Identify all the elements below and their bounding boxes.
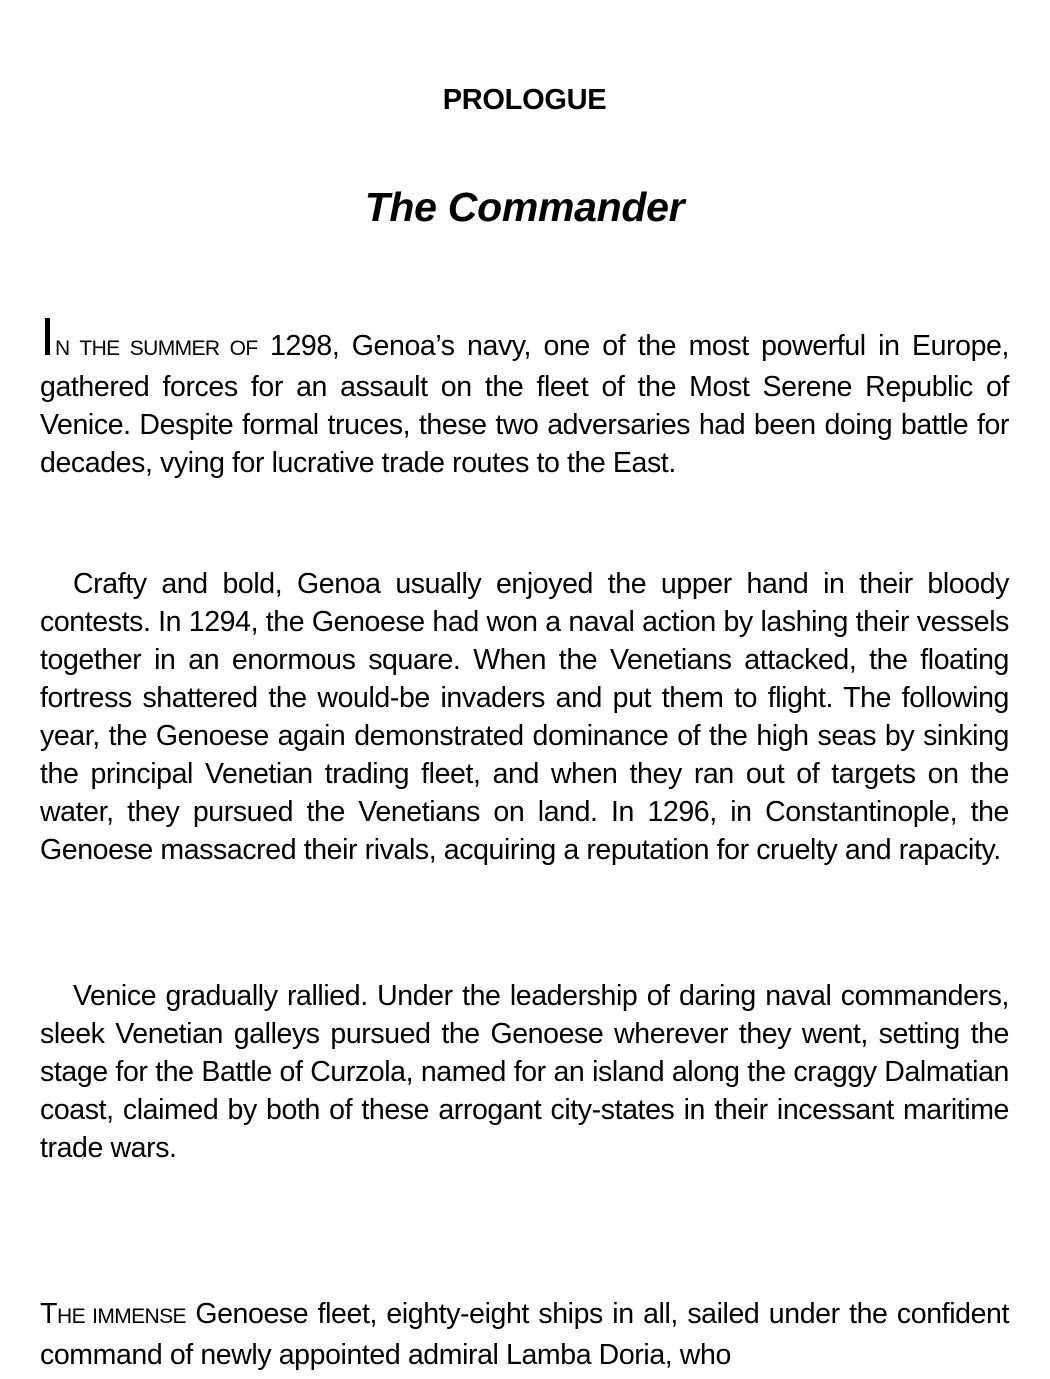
- paragraph-1-text: 1298, Genoa’s navy, one of the most powerful in Europe, gathered forces for an assault on the fleet of the Most Serene Republic of Venice. Despite formal truces, these two adversaries had been doing battle for decades, vying for lucrative trade routes to the East.: [40, 330, 1009, 479]
- paragraph-1: [40, 307, 1009, 482]
- chapter-title: The Commander: [364, 184, 685, 230]
- paragraph-4: [40, 1295, 1009, 1374]
- lead-small-caps: N THE SUMMER OF: [55, 337, 258, 360]
- drop-cap: I: [40, 307, 56, 367]
- paragraph-2: [40, 565, 1009, 869]
- chapter-label: PROLOGUE: [442, 84, 607, 116]
- book-page: [40, 0, 1009, 1379]
- paragraph-3: [40, 977, 1009, 1167]
- paragraph-2-text: Crafty and bold, Genoa usually enjoyed the upper hand in their bloody contests. In 1294, the Genoese had won a naval action by lashing their vessels together in an enormous square. When the Venetians attacked, the floating fortress shattered the would-be invaders and put them to flight. The following year, the Genoese again demonstrated dominance of the high seas by sinking the principal Venetian trading fleet, and when they ran out of targets on the water, they pursued the Venetians on land. In 1296, in Constantinople, the Genoese massacred their rivals, acquiring a reputation for cruelty and rapacity.: [40, 568, 1009, 866]
- section-lead-small-caps: HE IMMENSE: [57, 1305, 186, 1328]
- section-lead-cap: T: [40, 1298, 58, 1330]
- paragraph-4-text: Genoese fleet, eighty-eight ships in all, sailed under the confident command of newly appointed admiral Lamba Doria, who: [40, 1298, 1009, 1371]
- paragraph-3-text: Venice gradually rallied. Under the leadership of daring naval commanders, sleek Venetian galleys pursued the Genoese wherever they went, setting the stage for the Battle of Curzola, named for an island along the craggy Dalmatian coast, claimed by both of these arrogant city-states in their incessant maritime trade wars.: [40, 980, 1009, 1164]
